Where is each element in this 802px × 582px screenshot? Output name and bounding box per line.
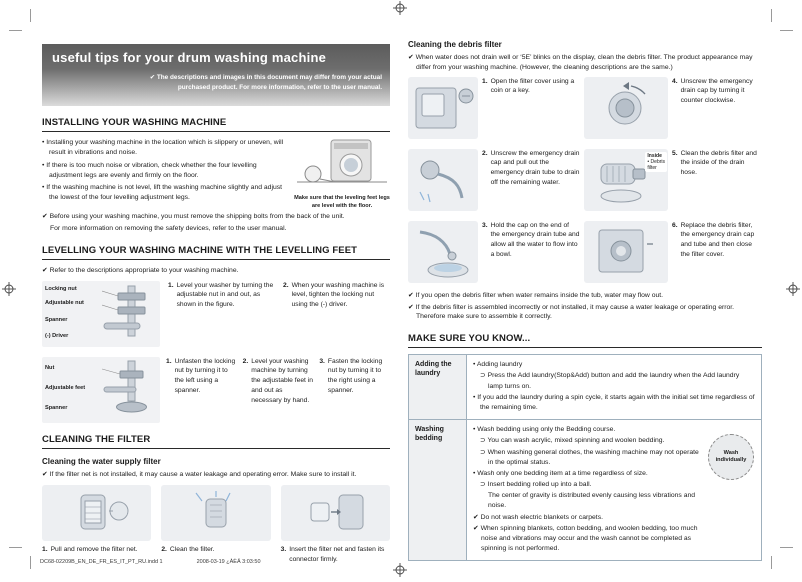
debris-step	[482, 149, 580, 211]
bullet-item: • Installing your washing machine in the location which is slippery or uneven, will result in vibrations and noise.	[42, 138, 288, 158]
crop-mark	[9, 547, 22, 548]
bullet-item: • If the washing machine is not level, lift the washing machine slightly and adjust the lowest of the four levelling adjustment legs.	[42, 183, 288, 203]
water-filter-step	[161, 545, 270, 555]
diagram-label: Nut	[45, 364, 55, 371]
water-filter-step-2	[161, 485, 270, 564]
step-number: 5.	[672, 149, 678, 157]
step-number: 4.	[672, 77, 678, 85]
step-text: Insert the filter net and fasten its connector firmly.	[289, 546, 385, 564]
step-number: 1.	[168, 281, 174, 289]
step-text: Pull and remove the filter net.	[50, 546, 138, 554]
adjustable-nut-illustration	[102, 283, 158, 345]
table-line: ⊃ When washing general clothes, the washing machine may not operate in the optimal status.	[480, 448, 699, 466]
levelling-step	[319, 357, 390, 396]
installing-bullet-list	[42, 138, 288, 206]
water-filter-note: ✔ If the filter net is not installed, it may cause a water leakage and operating error. Make sure to install it.	[42, 470, 357, 478]
step-number: 2.	[161, 546, 167, 554]
debris-step3-image	[408, 221, 478, 283]
diagram-label: (-) Driver	[45, 332, 69, 339]
inside-debris-filter-label: Inside • Debris filter	[647, 152, 665, 172]
step-text: Unfasten the locking nut by turning it to the left using a spanner.	[174, 357, 236, 394]
step-number: 1.	[482, 77, 488, 85]
table-line: • Wash bedding using only the Bedding course.	[473, 426, 616, 434]
debris-filter-note: ✔ When water does not drain well or ‘5E’ blinks on the display, clean the debris filter. The product appearance may differ from your washing machine. (However, the cleaning descriptions are the same.)	[408, 54, 753, 71]
step-text: Unscrew the emergency drain cap by turning it counter clockwise.	[680, 77, 753, 105]
diagram-label: Locking nut	[45, 285, 77, 292]
levelling-step	[243, 357, 314, 406]
step-text: Unscrew the emergency drain cap and pull out the emergency drain tube to drain off the remaining water.	[490, 149, 580, 186]
levelling-diagram-adjustable-feet	[42, 357, 160, 423]
crop-mark	[780, 547, 793, 548]
crop-mark	[9, 30, 22, 31]
table-row-adding-laundry	[409, 355, 762, 420]
debris-step2-image	[408, 149, 478, 211]
footer-filename: DC68-02209B_EN_DE_FR_ES_IT_PT_RU.indd 1	[40, 559, 163, 565]
table-line: ✔ When spinning blankets, cotton bedding, and woolen bedding, too much noise and vibrations may occur and the wash cannot be completed as spinning is not performed.	[473, 524, 698, 553]
crop-mark	[771, 556, 772, 569]
row-content	[467, 355, 762, 420]
crop-mark	[30, 556, 31, 569]
right-column	[408, 40, 762, 561]
levelling-method-2	[42, 357, 390, 423]
section-heading-levelling: LEVELLING YOUR WASHING MACHINE WITH THE LEVELLING FEET	[42, 245, 390, 260]
water-filter-step3-image	[281, 485, 390, 541]
water-filter-step2-image	[161, 485, 270, 541]
step-text: Replace the debris filter, the emergency drain cap and tube and then close the filter cover.	[680, 221, 755, 258]
levelling-method-1	[42, 281, 390, 347]
step-number: 3.	[319, 357, 325, 365]
diagram-label: Spanner	[45, 404, 68, 411]
debris-step1-image	[408, 77, 478, 139]
table-line: ⊃ Insert bedding rolled up into a ball.	[480, 481, 592, 489]
levelling-diagram-adjustable-nut	[42, 281, 160, 347]
crop-mark	[780, 30, 793, 31]
step-number: 2.	[283, 281, 289, 289]
crop-mark	[771, 9, 772, 22]
step-text: Fasten the locking nut by turning it to the right using a spanner.	[327, 357, 383, 394]
row-content	[467, 420, 762, 561]
step-text: Open the filter cover using a coin or a key.	[490, 77, 575, 95]
diagram-label: Adjustable feet	[45, 384, 86, 391]
water-filter-step1-image	[42, 485, 151, 541]
banner-note	[42, 68, 390, 93]
table-line: • Wash only one bedding item at a time regardless of size.	[473, 469, 648, 477]
table-line: ⊃ Press the Add laundry(Stop&Add) button and add the laundry when the Add laundry lamp turns on.	[480, 372, 740, 390]
water-filter-step	[42, 545, 151, 555]
debris-step	[672, 77, 760, 139]
installing-section	[42, 138, 390, 210]
page-title: useful tips for your drum washing machine	[52, 50, 327, 65]
debris-step	[672, 149, 760, 211]
debris-step6-image	[584, 221, 668, 283]
debris-step4-image	[584, 77, 668, 139]
print-footer	[40, 559, 261, 565]
step-text: Clean the filter.	[169, 546, 215, 554]
table-line: • If you add the laundry during a spin cycle, it starts again with the initial set time regardless of the remaining time.	[473, 393, 755, 411]
registration-mark-icon	[786, 282, 800, 296]
left-column	[42, 44, 390, 565]
washing-machine-illustration	[295, 138, 389, 188]
make-sure-table	[408, 354, 762, 561]
step-text: Level your washing machine by turning the adjustable feet in and out as necessary by hand.	[251, 357, 313, 404]
levelling-step	[168, 281, 275, 310]
table-line: ✔ Do not wash electric blankets or carpets.	[473, 513, 603, 521]
crop-mark	[30, 9, 31, 22]
step-number: 6.	[672, 221, 678, 229]
bullet-item: • If there is too much noise or vibration, check whether the four levelling adjustment legs are evenly and firmly on the floor.	[42, 161, 288, 181]
diagram-label: Adjustable nut	[45, 299, 84, 306]
water-filter-steps	[42, 485, 390, 564]
debris-step	[482, 221, 580, 283]
adjustable-feet-illustration	[102, 359, 158, 421]
row-label: Adding the laundry	[409, 355, 467, 420]
table-line: ⊃ You can wash acrylic, mixed spinning and woolen bedding.	[480, 437, 665, 445]
subsection-water-supply-filter: Cleaning the water supply filter	[42, 456, 161, 466]
step-text: Level your washer by turning the adjustable nut in and out, as shown in the figure.	[176, 281, 274, 309]
table-row-washing-bedding	[409, 420, 762, 561]
water-filter-step-3	[281, 485, 390, 564]
step-text: Clean the debris filter and the inside of the drain hose.	[680, 149, 757, 177]
figure-caption: Make sure that the leveling feet legs are level with the floor.	[294, 195, 390, 209]
wash-individually-badge: Wash individually	[708, 434, 754, 480]
row-label: Washing bedding	[409, 420, 467, 561]
section-heading-make-sure: MAKE SURE YOU KNOW...	[408, 333, 762, 348]
installing-note: ✔ Before using your washing machine, you must remove the shipping bolts from the back of the unit.	[42, 213, 345, 221]
step-text: Hold the cap on the end of the emergency drain tube and allow all the water to flow into a bowl.	[490, 221, 580, 258]
washing-machine-figure	[294, 138, 390, 210]
banner-note-line-2: purchased product. For more information, refer to the user manual.	[177, 83, 382, 91]
step-number: 3.	[482, 221, 488, 229]
banner-note-line-1: ✔ The descriptions and images in this document may differ from your actual	[149, 74, 382, 81]
registration-mark-icon	[393, 1, 407, 15]
registration-mark-icon	[2, 282, 16, 296]
diagram-label: Spanner	[45, 316, 68, 323]
levelling-step	[166, 357, 237, 396]
table-line: • Adding laundry	[473, 361, 523, 369]
registration-mark-icon	[393, 563, 407, 577]
debris-step	[482, 77, 580, 139]
debris-warning-2: ✔ If the debris filter is assembled incorrectly or not installed, it may cause a water leakage or operating error. Therefore make sure to assemble it correctly.	[408, 303, 735, 321]
section-heading-installing: INSTALLING YOUR WASHING MACHINE	[42, 117, 390, 132]
debris-filter-steps	[408, 77, 762, 283]
section-heading-cleaning-filter: CLEANING THE FILTER	[42, 434, 390, 449]
step-text: When your washing machine is level, tighten the locking nut using the (-) driver.	[291, 281, 385, 309]
subsection-debris-filter: Cleaning the debris filter	[408, 40, 502, 49]
step-number: 1.	[42, 546, 48, 554]
step-number: 2.	[242, 357, 249, 365]
debris-step	[672, 221, 760, 283]
step-number: 3.	[280, 546, 287, 554]
step-number: 1.	[166, 357, 172, 365]
table-line: The center of gravity is distributed evenly causing less vibrations and noise.	[488, 492, 696, 510]
debris-step5-image	[584, 149, 668, 211]
step-number: 2.	[482, 149, 488, 157]
installing-note-continued: For more information on removing the safety devices, refer to the user manual.	[50, 224, 287, 232]
debris-warning-1: ✔ If you open the debris filter when water remains inside the tub, water may flow out.	[408, 291, 664, 299]
water-filter-step	[281, 545, 390, 564]
footer-timestamp: 2008-03-19 ¿ÀÈÄ 3:03:50	[196, 559, 261, 565]
levelling-note: ✔ Refer to the descriptions appropriate to your washing machine.	[42, 266, 239, 274]
levelling-step	[283, 281, 390, 310]
banner	[42, 44, 390, 106]
water-filter-step-1	[42, 485, 151, 564]
